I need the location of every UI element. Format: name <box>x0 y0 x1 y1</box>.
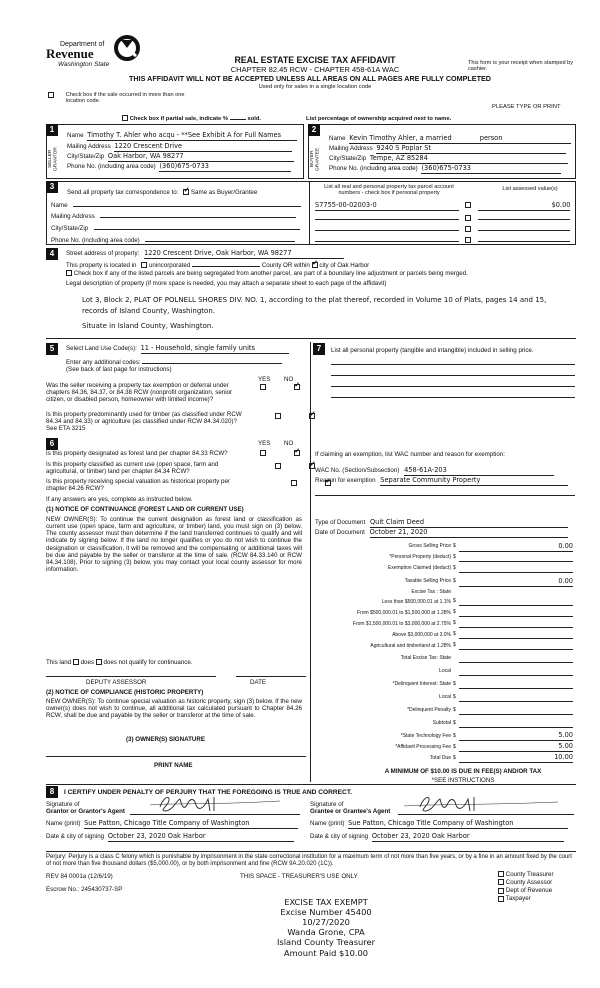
doc-type-field[interactable]: Quit Claim Deed <box>370 519 568 528</box>
street-field[interactable]: 1220 Crescent Drive, Oak Harbor, WA 98277 <box>144 250 344 259</box>
parcel-row-2 <box>315 213 573 222</box>
receipt-note: This form is your receipt when stamped by cashier. <box>468 60 574 73</box>
doc-type-label: Type of Document <box>315 519 366 526</box>
buyer-addr-row <box>329 145 573 154</box>
s6-yes-header: YES <box>258 440 271 447</box>
total-due-field[interactable]: 10.00 <box>459 754 573 763</box>
personal-property-line-1[interactable] <box>331 364 575 365</box>
del-state-dollar: $ <box>453 681 456 687</box>
grantor-date-label: Date & city of signing <box>46 833 105 840</box>
doc-date-field[interactable]: October 21, 2020 <box>370 529 568 538</box>
grantor-sig-label-1: Signature of <box>46 801 80 808</box>
section-3-number: 3 <box>46 181 58 193</box>
parcel-1-personal-checkbox[interactable] <box>465 202 471 208</box>
copy-dor-label: Dept of Revenue <box>505 887 553 895</box>
reason-line-2[interactable] <box>315 495 575 496</box>
subtotal-field[interactable] <box>459 720 573 728</box>
parcel-header: List all real and personal property tax parcel account numbers - check box if personal property <box>324 184 454 197</box>
parcel-1-field[interactable]: S7755-00-02003-0 <box>315 202 459 211</box>
tier2-label: From $500,000.01 to $1,500,000 at 1.28% <box>357 610 451 616</box>
grantor-signature-icon <box>130 793 300 815</box>
corr-city-row <box>51 223 303 232</box>
section-5-number: 5 <box>46 343 58 355</box>
tier5-field[interactable] <box>459 642 573 650</box>
section-6-number: 6 <box>46 438 58 450</box>
copy-taxpayer-label: Taxpayer <box>505 895 531 903</box>
seller-name-field[interactable]: Timothy T. Ahler who acqu - **See Exhibit A for Full Names <box>87 132 297 141</box>
type-or-print: PLEASE TYPE OR PRINT <box>492 104 561 110</box>
copy-assessor <box>498 879 578 886</box>
copy-taxpayer <box>498 895 578 902</box>
corr-phone-field[interactable] <box>145 235 295 242</box>
value-2-field[interactable] <box>478 213 570 220</box>
located-label: This property is located in <box>66 262 137 269</box>
s6-no-header: NO <box>284 440 294 447</box>
buyer-city-field[interactable]: Tempe, AZ 85284 <box>370 155 568 164</box>
s5-yes-header: YES <box>258 376 271 383</box>
legal-situate[interactable]: Situate in Island County, Washington. <box>82 322 214 330</box>
copy-treasurer <box>498 871 578 878</box>
del-local-label: Local <box>439 694 451 700</box>
total-due-dollar: $ <box>453 755 456 761</box>
corr-city-field[interactable] <box>94 223 300 230</box>
corr-name-row <box>51 200 303 209</box>
form-subtitle: CHAPTER 82.45 RCW - CHAPTER 458-61A WAC <box>230 65 400 74</box>
print-name-label: PRINT NAME <box>154 762 193 769</box>
partial-sold-label: sold. <box>247 116 261 122</box>
subtotal-label: Subtotal <box>432 720 451 726</box>
stamp-line-4: Wanda Grone, CPA <box>287 927 365 938</box>
buyer-city-row <box>329 155 573 164</box>
additional-codes-field[interactable] <box>142 357 282 364</box>
seller-name-row <box>67 132 299 141</box>
treasurer-stamp <box>258 897 394 958</box>
subtotal-dollar: $ <box>453 720 456 726</box>
del-penalty-label: *Delinquent Penalty <box>407 707 451 713</box>
grantee-signature-icon <box>398 793 574 815</box>
s6-q2-yes-checkbox[interactable] <box>275 463 281 469</box>
exemption-claimed-field[interactable] <box>459 565 573 573</box>
gross-label: Gross Selling Price <box>408 543 451 549</box>
assessor-date-line[interactable] <box>236 676 306 677</box>
buyer-phone-field[interactable]: (360)675-0733 <box>421 165 561 174</box>
section-2-number: 2 <box>308 124 320 136</box>
deputy-assessor-line[interactable] <box>46 676 216 677</box>
certification-section <box>46 784 576 852</box>
seller-phone-row <box>67 163 299 172</box>
buyer-phone-row <box>329 165 573 174</box>
same-as-buyer-label: Same as Buyer/Grantee <box>190 189 258 196</box>
property-section <box>46 247 576 339</box>
s6-q3: Is this property receiving special valuation as historical property per chapter 84.26 RCW? <box>46 478 230 493</box>
doc-date-row <box>315 529 575 538</box>
tier3-label: From $1,500,000.01 to $3,000,000 at 2.75% <box>352 621 451 627</box>
section-4-number: 4 <box>46 248 58 260</box>
dor-logo <box>46 38 146 70</box>
notice1-text: NEW OWNER(S): To continue the current designation as forest land or classification as current use (open space, farm and agriculture, or timber) land, you must sign on (3) below. The county assessor must then determine if the land transferred continues to qualify and will indicate by signing below. If the land no longer qualifies or you do not wish to continue the designation or classification, it will be removed and the compensating or additional taxes will be due and payable by the seller or transferor at the time of sale. (RCW 84.33.140 or RCW 84.34.108). Prior to signing (3) below, you may contact your local county assessor for more information. <box>46 516 302 573</box>
does-not-label: does not qualify for continuance. <box>103 659 193 666</box>
same-as-buyer-checkbox[interactable] <box>183 189 189 195</box>
grantor-name-field[interactable]: Sue Patton, Chicago Title Company of Washington <box>84 820 298 829</box>
partial-sale-checkbox[interactable] <box>122 115 128 121</box>
legal-description[interactable]: Lot 3, Block 2, PLAT OF POLNELL SHORES DIV. NO. 1, according to the plat thereof, recorded in Volume 10 of Plats, pages 14 and 15, records of Island County, Washington. <box>82 296 547 315</box>
tier1-field[interactable] <box>459 598 573 606</box>
grantee-name-label: Name (print) <box>310 820 345 827</box>
buyer-name-field[interactable] <box>349 135 571 144</box>
buyer-name-suffix: person <box>479 134 503 142</box>
land-use-row <box>66 345 306 354</box>
s5-no-header: NO <box>284 376 294 383</box>
treasurer-space: THIS SPACE - TREASURER'S USE ONLY <box>240 873 358 880</box>
reason-label: Reason for exemption <box>315 477 376 484</box>
copy-dor <box>498 887 578 894</box>
grantee-signature-field[interactable] <box>398 795 574 815</box>
street-label: Street address of property: <box>66 250 140 257</box>
s6-q1: Is this property designated as forest land per chapter 84.33 RCW? <box>46 450 228 457</box>
land-use-label: Select Land Use Code(s): <box>66 345 137 352</box>
minimum-due: A MINIMUM OF $10.00 IS DUE IN FEE(S) AND/OR TAX <box>384 768 542 775</box>
seller-addr-label: Mailing Address <box>67 143 111 150</box>
partial-pct-field[interactable] <box>230 119 246 120</box>
value-1-field[interactable]: $0.00 <box>478 202 570 211</box>
grantee-sig-label-2: Grantee or Grantee's Agent <box>310 808 391 816</box>
del-state-label: *Delinquent Interest: State <box>392 681 451 687</box>
buyer-addr-label: Mailing Address <box>329 145 373 152</box>
buyer-phone-label: Phone No. (including area code) <box>329 165 418 172</box>
taxable-field[interactable]: 0.00 <box>459 578 573 587</box>
tech-fee-dollar: $ <box>453 733 456 739</box>
seller-side-label: SELLER GRANTOR <box>48 147 59 171</box>
s5-q1-no-checkbox[interactable] <box>294 384 300 390</box>
send-corr-row <box>67 189 307 196</box>
del-local-dollar: $ <box>453 694 456 700</box>
seller-phone-field[interactable]: (360)675-0733 <box>159 163 291 172</box>
personal-property-line-2[interactable] <box>331 375 575 376</box>
segregation-row <box>66 270 566 277</box>
partial-sale <box>122 115 302 123</box>
owner-signature-line[interactable] <box>46 756 306 757</box>
personal-property-label: List all personal property (tangible and intangible) included in selling price. <box>331 347 534 354</box>
affidavit-fee-field[interactable]: 5.00 <box>459 743 573 752</box>
corr-phone-label: Phone No. (including area code) <box>51 237 140 244</box>
parcel-3-field[interactable] <box>315 224 459 231</box>
stamp-line-5: Island County Treasurer <box>276 937 376 948</box>
corr-addr-label: Mailing Address <box>51 213 95 220</box>
form-title: REAL ESTATE EXCISE TAX AFFIDAVIT <box>234 55 396 65</box>
tier2-field[interactable] <box>459 609 573 617</box>
buyer-addr-field[interactable]: 9240 S Poplar St <box>376 145 566 154</box>
certify-text: I CERTIFY UNDER PENALTY OF PERJURY THAT THE FOREGOING IS TRUE AND CORRECT. <box>64 789 352 796</box>
multi-location-label: Check box if the sale occurred in more than one location code. <box>65 92 185 105</box>
additional-codes-row <box>66 357 306 366</box>
dept-line3: Washington State <box>58 61 110 68</box>
send-corr-label: Send all property tax correspondence to: <box>67 189 179 196</box>
s6-if-yes: If any answers are yes, complete as instructed below. <box>46 496 193 503</box>
value-4-field[interactable] <box>478 235 570 242</box>
value-3-field[interactable] <box>478 224 570 231</box>
personal-field[interactable] <box>459 554 573 562</box>
stamp-line-2: Excise Number 45400 <box>280 907 372 918</box>
tier3-field[interactable] <box>459 620 573 628</box>
located-row <box>66 260 566 269</box>
grantee-name-field[interactable]: Sue Patton, Chicago Title Company of Washington <box>348 820 568 829</box>
additional-codes-label: Enter any additional codes: <box>66 359 141 366</box>
seller-city-label: City/State/Zip <box>67 153 105 160</box>
corr-addr-field[interactable] <box>100 211 296 218</box>
stamp-line-6: Amount Paid $10.00 <box>283 947 369 958</box>
copy-treasurer-label: County Treasurer <box>505 871 554 878</box>
wac-field[interactable]: 458-61A-203 <box>404 467 554 476</box>
within-city-checkbox[interactable] <box>312 262 318 268</box>
buyer-side-label: BUYER GRANTEE <box>310 147 321 171</box>
stamp-line-3: 10/27/2020 <box>302 917 350 928</box>
tier5-dollar: $ <box>453 642 456 648</box>
grantee-date-row <box>310 833 576 842</box>
parcel-2-field[interactable] <box>315 213 459 220</box>
multi-location-checkbox[interactable] <box>48 92 54 98</box>
copy-assessor-label: County Assessor <box>505 879 553 887</box>
local-label: Local <box>439 668 451 674</box>
does-label: does <box>80 659 94 666</box>
grantee-date-field[interactable]: October 23, 2020 Oak Harbor <box>372 833 564 842</box>
grantor-date-field[interactable]: October 23, 2020 Oak Harbor <box>108 833 294 842</box>
total-state-label: Total Excise Tax: State <box>400 655 451 661</box>
parcel-2-personal-checkbox[interactable] <box>465 215 471 221</box>
designation-section <box>46 438 308 774</box>
corr-name-field[interactable] <box>73 200 301 207</box>
legal-label: Legal description of property (if more space is needed, you may attach a separate sheet to each page of the affidavit) <box>66 280 387 287</box>
grantor-signature-field[interactable] <box>130 795 300 815</box>
tier4-dollar: $ <box>453 631 456 637</box>
parcel-4-field[interactable] <box>315 235 459 242</box>
perjury-notice: Perjury: Perjury is a class C felony which is punishable by imprisonment in the state correctional institution for a maximum term of not more than five years, or by a fine in an amount fixed by the court of not more than five thousand dollars ($5,000.00), or by both imprisonment and fine (RCW 9A.20.020 (1C)). <box>46 854 572 867</box>
taxable-dollar: $ <box>453 578 456 584</box>
tier4-label: Above $3,000,000 at 3.0% <box>392 632 451 638</box>
tier5-label: Agricultural and timberland at 1.28% <box>370 643 451 649</box>
parcel-row-1 <box>315 202 573 211</box>
tier2-dollar: $ <box>453 609 456 615</box>
segregation-checkbox[interactable] <box>66 270 72 276</box>
buyer-section <box>308 124 576 179</box>
seller-addr-field[interactable]: 1220 Crescent Drive <box>114 143 292 152</box>
notice2-title: (2) NOTICE OF COMPLIANCE (HISTORIC PROPERTY) <box>46 689 204 696</box>
tier3-dollar: $ <box>453 620 456 626</box>
dor-emblem-icon <box>112 34 142 62</box>
copy-assessor-checkbox[interactable] <box>498 879 504 885</box>
s6-q2: Is this property classified as current use (open space, farm and agricultural, or timber) land per chapter 84.34 RCW? <box>46 461 219 476</box>
multi-location <box>48 92 218 105</box>
parcel-row-3 <box>315 224 573 233</box>
city-of-label: city of Oak Harbor <box>319 262 370 269</box>
reason-field[interactable]: Separate Community Property <box>380 477 568 486</box>
unincorporated-label: unincorporated <box>148 262 191 269</box>
parcel-row-4 <box>315 235 573 244</box>
land-use-section <box>46 342 308 438</box>
unincorporated-checkbox[interactable] <box>141 262 147 268</box>
tier1-dollar: $ <box>453 598 456 604</box>
qualify-row <box>46 659 306 666</box>
buyer-name-value: Kevin Timothy Ahler, a married <box>349 134 452 142</box>
partial-sale-label: Check box if partial sale, indicate % <box>129 116 228 122</box>
del-penalty-field[interactable] <box>459 707 573 715</box>
ownership-pct-note: List percentage of ownership acquired next to name. <box>306 116 452 122</box>
gross-dollar: $ <box>453 543 456 549</box>
grantor-name-label: Name (print) <box>46 820 81 827</box>
usage-note: Used only for sales in a single location code <box>258 84 372 90</box>
seller-city-row <box>67 153 299 162</box>
escrow-number: Escrow No.: 245430737-SP <box>46 886 123 893</box>
seller-name-label: Name <box>67 132 84 139</box>
parcel-4-personal-checkbox[interactable] <box>465 237 471 243</box>
doc-date-label: Date of Document <box>315 529 365 536</box>
tier1-label: Less than $500,000.01 at 1.1% <box>381 599 451 605</box>
corr-name-label: Name <box>51 202 68 209</box>
corr-addr-row <box>51 211 303 220</box>
personal-property-section <box>310 342 576 782</box>
does-qualify-checkbox[interactable] <box>73 659 79 665</box>
assessed-header: List assessed value(s) <box>502 186 558 192</box>
grantee-sig-label <box>310 801 390 815</box>
grantor-sig-label <box>46 801 125 815</box>
grantor-name-row <box>46 820 306 829</box>
seller-phone-label: Phone No. (including area code) <box>67 163 156 170</box>
corr-phone-row <box>51 235 303 244</box>
total-state-field[interactable] <box>459 655 573 663</box>
seller-section <box>46 124 304 179</box>
s5-q1-yes-checkbox[interactable] <box>260 384 266 390</box>
excise-label: Excise Tax : State <box>411 589 451 595</box>
personal-label: *Personal Property (deduct) <box>389 554 451 560</box>
county-label: County OR within <box>261 262 310 269</box>
reason-row <box>315 477 575 486</box>
tech-fee-field[interactable]: 5.00 <box>459 732 573 741</box>
county-field[interactable] <box>192 260 260 267</box>
personal-property-line-3[interactable] <box>331 386 575 387</box>
grantee-date-label: Date & city of signing <box>310 833 369 840</box>
wac-row <box>315 467 575 476</box>
doc-type-row <box>315 519 575 528</box>
land-use-field[interactable]: 11 - Household, single family units <box>141 345 289 354</box>
s6-q1-yes-checkbox[interactable] <box>260 450 266 456</box>
correspondence-section <box>46 181 576 245</box>
notice2-text: NEW OWNER(S): To continue special valuation as historic property, sign (3) below. If the new owner(s) does not wish to continue, all additional tax calculated pursuant to Chapter 84.26 RCW, shall be due and payable by the seller or transferor at the time of sale. <box>46 698 302 720</box>
copy-distribution <box>498 871 578 903</box>
stamp-line-1: EXCISE TAX EXEMPT <box>284 897 368 907</box>
copy-dor-checkbox[interactable] <box>498 888 504 894</box>
buyer-city-label: City/State/Zip <box>329 155 367 162</box>
seller-city-field[interactable]: Oak Harbor, WA 98277 <box>108 153 294 162</box>
total-due-label: Total Due <box>429 755 451 761</box>
copy-treasurer-checkbox[interactable] <box>498 871 504 877</box>
personal-property-line-4[interactable] <box>331 397 575 398</box>
rev-number: REV 84 0001a (12/6/19) <box>46 873 113 880</box>
exemption-claimed-dollar: $ <box>453 565 456 571</box>
street-row <box>66 250 566 259</box>
parcel-3-personal-checkbox[interactable] <box>465 226 471 232</box>
local-field[interactable] <box>459 668 573 676</box>
section-1-number: 1 <box>46 124 58 136</box>
s5-q2: Is this property predominantly used for timber (as classified under RCW 84.34 and 84.33) or agriculture (as classified under RCW 84.34.020)? See ETA 3215 <box>46 411 242 433</box>
tech-fee-label: *State Technology Fee <box>400 733 451 739</box>
exemption-claimed-label: Exemption Claimed (deduct) <box>387 565 451 571</box>
s5-q2-yes-checkbox[interactable] <box>275 413 281 419</box>
affidavit-fee-label: *Affidavit Processing Fee <box>395 744 451 750</box>
buyer-name-row <box>329 135 573 144</box>
owner-signature-label: (3) OWNER(S) SIGNATURE <box>126 736 205 743</box>
copy-taxpayer-checkbox[interactable] <box>498 896 504 902</box>
assessor-date-label: DATE <box>250 679 267 686</box>
grantor-date-row <box>46 833 306 842</box>
see-back-note: (See back of last page for instructions) <box>66 366 172 373</box>
s6-q3-yes-checkbox[interactable] <box>291 480 297 486</box>
section-7-number: 7 <box>313 343 325 355</box>
corr-city-label: City/State/Zip <box>51 225 89 232</box>
form-warning: THIS AFFIDAVIT WILL NOT BE ACCEPTED UNLESS ALL AREAS ON ALL PAGES ARE FULLY COMPLETED <box>129 74 491 83</box>
taxable-label: Taxable Selling Price <box>404 578 451 584</box>
buyer-name-label: Name <box>329 135 346 142</box>
affidavit-fee-dollar: $ <box>453 744 456 750</box>
dept-line2: Revenue <box>46 46 94 61</box>
does-not-qualify-checkbox[interactable] <box>96 659 102 665</box>
seller-addr-row <box>67 143 299 152</box>
grantee-name-row <box>310 820 576 829</box>
grantee-sig-label-1: Signature of <box>310 801 344 808</box>
dept-line1: Department of <box>60 41 105 48</box>
this-land-label: This land <box>46 659 72 666</box>
grantor-sig-label-2: Grantor or Grantor's Agent <box>46 808 125 816</box>
s6-q1-no-checkbox[interactable] <box>294 450 300 456</box>
exemption-label: If claiming an exemption, list WAC number and reason for exemption: <box>315 451 505 458</box>
wac-label: WAC No. (Section/Subsection) <box>315 467 400 474</box>
section-8-number: 8 <box>46 786 58 798</box>
del-local-field[interactable] <box>459 694 573 702</box>
personal-dollar: $ <box>453 554 456 560</box>
notice1-title: (1) NOTICE OF CONTINUANCE (FOREST LAND OR CURRENT USE) <box>46 506 244 513</box>
tier4-field[interactable] <box>459 631 573 639</box>
del-state-field[interactable] <box>459 681 573 689</box>
del-penalty-dollar: $ <box>453 707 456 713</box>
see-instructions: *SEE INSTRUCTIONS <box>431 777 495 784</box>
deputy-assessor-label: DEPUTY ASSESSOR <box>86 679 147 686</box>
gross-field[interactable]: 0.00 <box>459 543 573 552</box>
segregation-label: Check box if any of the listed parcels are being segregated from another parcel, are part of a boundary line adjustment or parcels being merged. <box>73 270 468 277</box>
s5-q1: Was the seller receiving a property tax exemption or deferral under chapters 84.36, 84.37, or 84.38 RCW (nonprofit organization, senior citizen, or disabled person, homeowner with limited income)? <box>46 382 233 404</box>
